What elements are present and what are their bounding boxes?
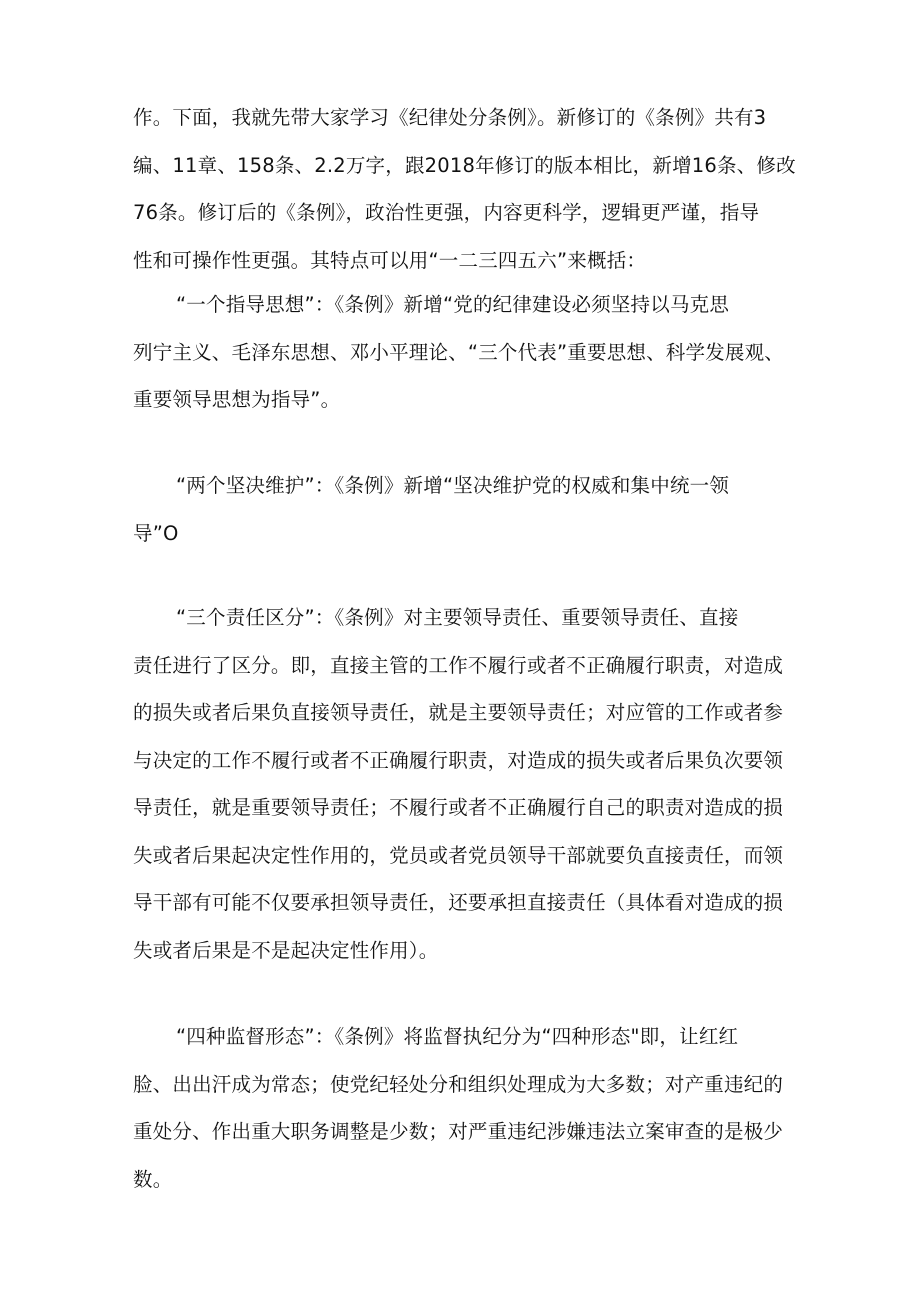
text-line: 数。 (133, 1167, 173, 1191)
paragraph-one-guiding-thought (133, 281, 793, 424)
text-line: 作。下面，我就先带大家学习《纪律处分条例》。新修订的《条例》共有3 (133, 106, 767, 129)
text-line: 导”O (133, 521, 179, 545)
text-line: 性和可操作性更强。其特点可以用“一二三四五六”来概括： (133, 248, 647, 272)
paragraph-intro (133, 94, 796, 284)
text-line: 失或者后果是不是起决定性作用）。 (133, 938, 439, 962)
text-line: 导责任，就是重要领导责任；不履行或者不正确履行自己的职责对造成的损 (133, 796, 784, 819)
text-line: “四种监督形态”：《条例》将监督执纪分为“四种形态"即，让红红 (176, 1025, 739, 1048)
text-line: 编、11章、158条、2.2万字，跟2018年修订的版本相比，新增16条、修改 (133, 153, 796, 177)
text-line: 的损失或者后果负直接领导责任，就是主要领导责任；对应管的工作或者参 (133, 701, 784, 724)
text-line: 责任进行了区分。即，直接主管的工作不履行或者不正确履行职责，对造成 (133, 653, 784, 677)
text-line: “一个指导思想”：《条例》新增“党的纪律建设必须坚持以马克思 (176, 293, 730, 316)
text-line: 76条。修订后的《条例》，政治性更强，内容更科学，逻辑更严谨，指导 (133, 201, 760, 224)
text-line: 与决定的工作不履行或者不正确履行职责，对造成的损失或者后果负次要领 (133, 748, 784, 772)
text-line: 重要领导思想为指导”。 (133, 388, 341, 411)
paragraph-four-supervision-forms (133, 1013, 793, 1203)
text-line: “两个坚决维护”：《条例》新增“坚决维护党的权威和集中统一领 (176, 474, 730, 497)
text-line: 失或者后果起决定性作用的，党员或者党员领导干部就要负直接责任，而领 (133, 843, 784, 867)
text-line: “三个责任区分”：《条例》对主要领导责任、重要领导责任、直接 (176, 606, 739, 629)
text-line: 导干部有可能不仅要承担领导责任，还要承担直接责任（具体看对造成的损 (133, 891, 784, 914)
paragraph-three-responsibilities (133, 594, 793, 974)
text-line: 列宁主义、毛泽东思想、邓小平理论、“三个代表”重要思想、科学发展观、 (133, 340, 785, 364)
text-line: 脸、出出汗成为常态；使党纪轻处分和组织处理成为大多数；对产重违纪的 (133, 1072, 784, 1096)
text-line: 重处分、作出重大职务调整是少数；对严重违纪涉嫌违法立案审查的是极少 (133, 1120, 784, 1143)
paragraph-two-resolute-upholds (133, 462, 793, 557)
